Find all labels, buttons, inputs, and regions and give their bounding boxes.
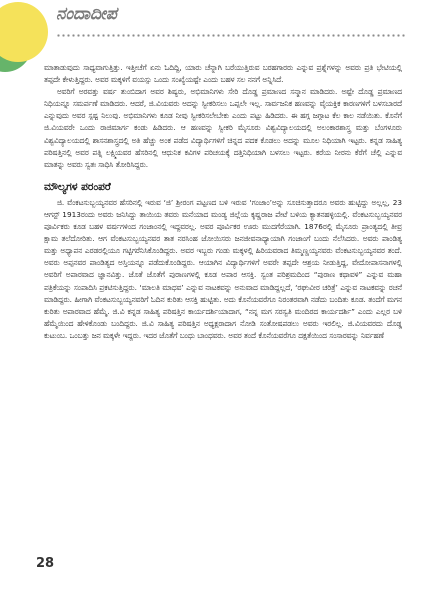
page-number: 28 — [36, 556, 55, 571]
page-header — [0, 0, 422, 52]
paragraph-3: ಜಿ. ವೆಂಕಟಸುಬ್ಬಯ್ಯನವರ ಹೆಸರಿನಲ್ಲಿ ಇರುವ ‘ಜಿ’ ಶ್ರೀರಂಗ ಪಟ್ಟಣದ ಬಳಿ ಇರುವ ‘ಗಂಜಾಂ’ಅನ್ನು ಸೂಚಿಸುತ್ತಾದರೂ ಅವರು ಹುಟ್ಟಿದ್ದು ಅಲ್ಲಲ್ಲ, 23 ಆಗಸ್ಟ್ 1913ರಂದು ಅವರು ಜನಿಸಿದ್ದು ತಾಯಿಯ ತವರು ಮನೆಯಾದ ಮಂಡ್ಯ ಜಿಲ್ಲೆಯ ಕೃಷ್ಣರಾಜ ಪೇಟೆ ಬಳಿಯ ಕ್ಯಾತನಹಳ್ಳಿಯಲ್ಲಿ. ವೆಂಕಟಸುಬ್ಬಯ್ಯನವರ ಪೂರ್ವಿಕರು ಕೂಡ ಬಹಳ ವರ್ಷಗಳಿಂದ ಗಂಜಾಂನಲ್ಲಿ ಇದ್ದವರಲ್ಲ. ಅವರ ಪೂರ್ವಿಕರ ಊರು ಮುದಗೆರೆಯಾಗಿ. 1876ರಲ್ಲಿ ಮೈಸೂರು ಪ್ರಾಂತ್ಯದಲ್ಲಿ ತೀವ್ರ ಕ್ಷಾಮ ತಲೆದೋರಿತು. ಆಗ ವೆಂಕಟಸುಬ್ಬಯ್ಯನವರ ತಾತ ನರಸಿಂಹ ಜೋಯಿಸರು ಜನಜೀವನಾಧ್ಯಾಯಾಗಿ ಗಂಜಾಂಗೆ ಬಂದು ನೆಲೆಸಿದರು. ಅವರು ಪಾಂಡಿತ್ಯ ಮತ್ತು ಅಧ್ಯಾಪನ ಎರಡರಲ್ಲಿಯೂ ಗಟ್ಟಿಗರೆನಿಸಿಕೊಂಡಿದ್ದರು. ಅವರ ಇಬ್ಬರು ಗಂಡು ಮಕ್ಕಳಲ್ಲಿ ಹಿರಿಯವರಾದ ತಿಮ್ಮಣ್ಣಯ್ಯನವರು ವೆಂಕಟಸುಬ್ಬಯ್ಯನವರ ತಂದೆ. ಅವರು ಅಪ್ಪನವರ ಪಾಂಡಿತ್ಯದ ಅಸ್ತಿಯನ್ನೂ ಪಡೆದುಕೊಂಡಿದ್ದರು. ಆಯಾಗಿನ ವಿದ್ಯಾರ್ಥಿಗಳಿಗೆ ಅವರೇ ತಪ್ಪದೇ ಆಶ್ರಯ ನೀಡುತ್ತಿದ್ದ, ವೇದೋಪಾಸನಾಗಳಲ್ಲಿ ಅವರಿಗೆ ಅಪಾರವಾದ ಜ್ಞಾನವಿತ್ತು. ಜೊತೆ ಜೊತೆಗೆ ಪುರಾಣಗಳಲ್ಲಿ ಕೂಡ ಅಪಾರ ಆಸಕ್ತಿ. ಸ್ವಂತ ಪರಿಶ್ರಮದಿಂದ “ಪುರಾಣ ಕಥಾವಳಿ” ಎನ್ನುವ ಮಹಾ ಪತ್ರಿಕೆಯನ್ನು ಸಂಪಾದಿಸಿ ಪ್ರಕಟಿಸುತ್ತಿದ್ದರು. ‘ಮಾಲತಿ ಮಾಧವ’ ಎನ್ನುವ ನಾಟಕವನ್ನು ಅನುವಾದ ಮಾಡಿದ್ದಲ್ಲದೆ, ‘ರಘುವೀರ ಚರಿತ್ರೆ’ ಎನ್ನುವ ನಾಟಕವನ್ನು ರಚನೆ ಮಾಡಿದ್ದರು. ಹೀಗಾಗಿ ವೆಂಕಟಸುಬ್ಬಯ್ಯನವರಿಗೆ ಓದಿನ ಕುರಿತು ಆಸಕ್ತಿ ಹುಟ್ಟಿತು. ಅದು ಕೊನೆಯವರೆಗೂ ನಿರಂತರವಾಗಿ ನಡೆದು ಬಂದಿತು ಕೂಡ. ತಂದೆಗೆ ಮಗನ ಕುರಿತು ಅಪಾರವಾದ ಹೆಮ್ಮೆ. ಜಿ.ವಿ ಕನ್ನಡ ಸಾಹಿತ್ಯ ಪರಿಷತ್ತಿನ ಕಾರ್ಯದರ್ಶಿಯಾದಾಗ, “ನನ್ನ ಮಗ ಸರಸ್ವತಿ ಮಂದಿರದ ಕಾರ್ಯದರ್ಶಿ” ಎಂದು ಎಲ್ಲರ ಬಳಿ ಹೆಮ್ಮೆಯಿಂದ ಹೇಳಿಕೊಂಡು ಬಂದಿದ್ದರು. ಜಿ.ವಿ ಸಾಹಿತ್ಯ ಪರಿಷತ್ತಿನ ಅಧ್ಯಕ್ಷರಾದಾಗ ನೋಡಿ ಸಂತೋಷಪಡಲು ಅವರು ಇರಲಿಲ್ಲ. ಜಿ.ವಿಯವರದು ದೊಡ್ಡ ಕುಟುಂಬ. ಒಂಬತ್ತು ಜನ ಮಕ್ಕಳೇ ಇದ್ದರು. ಇದರ ಜೊತೆಗೆ ಬಂಧು ಬಾಂಧವರು. ಅವರ ತಂದೆ ಕೊನೆಯವರೆಗೂ ದಕ್ಷತೆಯಿಂದ ಸಂಸಾರವನ್ನು ನಿರ್ವಹಣೆ — [44, 197, 402, 340]
paragraph-2: ಅವರಿಗೆ ಅರವತ್ತು ವರ್ಷ ತುಂಬಿದಾಗ ಅವರ ಶಿಷ್ಯರು, ಅಭಿಮಾನಿಗಳು ಸೇರಿ ದೊಡ್ಡ ಪ್ರಮಾಣದ ಸನ್ಮಾನ ಮಾಡಿದರು. ಅಷ್ಟೇ ದೊಡ್ಡ ಪ್ರಮಾಣದ ನಿಧಿಯನ್ನೂ ಸಮರ್ಪಣೆ ಮಾಡಿದರು. ಆದರೆ, ಜಿ.ವಿಯವರು ಅದನ್ನು ಸ್ವೀಕರಿಸಲು ಒಪ್ಪಲೇ ಇಲ್ಲ. ಸಾರ್ವಜನಿಕ ಹಣವನ್ನು ವೈಯಕ್ತಿಕ ಕಾರಣಗಳಿಗೆ ಬಳಸಬಾರದೆ ಎನ್ನುವುದು ಅವರ ಸ್ಪಷ್ಟ ನಿಲುವು. ಅಭಿಮಾನಿಗಳು ಕೂಡ ನೀವು ಸ್ವೀಕರಿಸಲೇಬೇಕು ಎಂದು ಪಟ್ಟು ಹಿಡಿದರು. ಈ ಹಗ್ಗ ಜಗ್ಗಾಟ ಕೆಲ ಕಾಲ ನಡೆಯಿತು. ಕೊನೆಗೆ ಜಿ.ವಿಯವರೇ ಒಂದು ರಾಜಿಮಾರ್ಗ ಕಂಡು ಹಿಡಿದರು. ಆ ಹಣವನ್ನು ಸ್ವೀಕರಿ ಮೈಸೂರು ವಿಶ್ವವಿದ್ಯಾಲಯದಲ್ಲಿ ಅಲಂಕಾರಶಾಸ್ತ್ರ ಮತ್ತು ಬೆಂಗಳೂರು ವಿಶ್ವವಿದ್ಯಾಲಯದಲ್ಲಿ ಶಾಸನಶಾಸ್ತ್ರದಲ್ಲಿ ಅತಿ ಹೆಚ್ಚು ಅಂಕ ಪಡೆದ ವಿದ್ಯಾರ್ಥಿಗಳಿಗೆ ಚಿನ್ನದ ಪದಕ ಕೊಡಲು ಅದನ್ನು ಮೂಲ ನಿಧಿಯಾಗಿ ಇಟ್ಟರು. ಕನ್ನಡ ಸಾಹಿತ್ಯ ಪರಿಷತ್ತಿನಲ್ಲಿ ಅವರ ಪತ್ನಿ ಲಕ್ಷ್ಮಿಯವರ ಹೆಸರಿನಲ್ಲಿ ಆಧುನಿಕ ಕವಿಗಳ ಪರಿಚಯಕ್ಕೆ ದತ್ತಿನಿಧಿಯಾಗಿ ಬಳಸಲು ಇಟ್ಟರು. ಕರೆಯ ನೀರನು ಕೆರೆಗೆ ಚೆಲ್ಲಿ ಎನ್ನುವ ಮಾತನ್ನು ಅವರು ಸ್ವತಃ ಸಾಧಿಸಿ ತೋರಿಸಿದ್ದರು. — [44, 87, 402, 169]
decorative-yellow-circle — [0, 2, 48, 62]
paragraph-1: ಮಾತಾಡುವುದು ಸಾಧ್ಯವಾಗುತ್ತಿತ್ತು. ಇತ್ತೀಚೆಗೆ ಏನು ಓದಿದ್ದಿ, ಯಾರು ಚೆನ್ನಾಗಿ ಬರೆಯುತ್ತಿರುವ ಬರಹಗಾರರು ಎನ್ನುವ ಪ್ರಶ್ನೆಗಳನ್ನು ಅವರು ಪ್ರತಿ ಭೇಟಿಯಲ್ಲಿ ತಪ್ಪದೇ ಕೇಳುತ್ತಿದ್ದರು. ಅವರ ಮಕ್ಕಳಿಗೆ ವಯಸ್ಸು ಒಂದು ಸಂಖ್ಯೆಯಷ್ಟೇ ಎಂದು ಬಹಳ ಸಲ ನನಗೆ ಅನ್ನಿಸಿದೆ. — [44, 63, 402, 85]
section-heading: ಮೌಲ್ಯಗಳ ಪರಂಪರೆ — [44, 180, 111, 193]
dotted-rule — [56, 34, 406, 37]
page-body — [44, 62, 402, 342]
book-title: ನಂದಾದೀಪ — [56, 4, 117, 24]
